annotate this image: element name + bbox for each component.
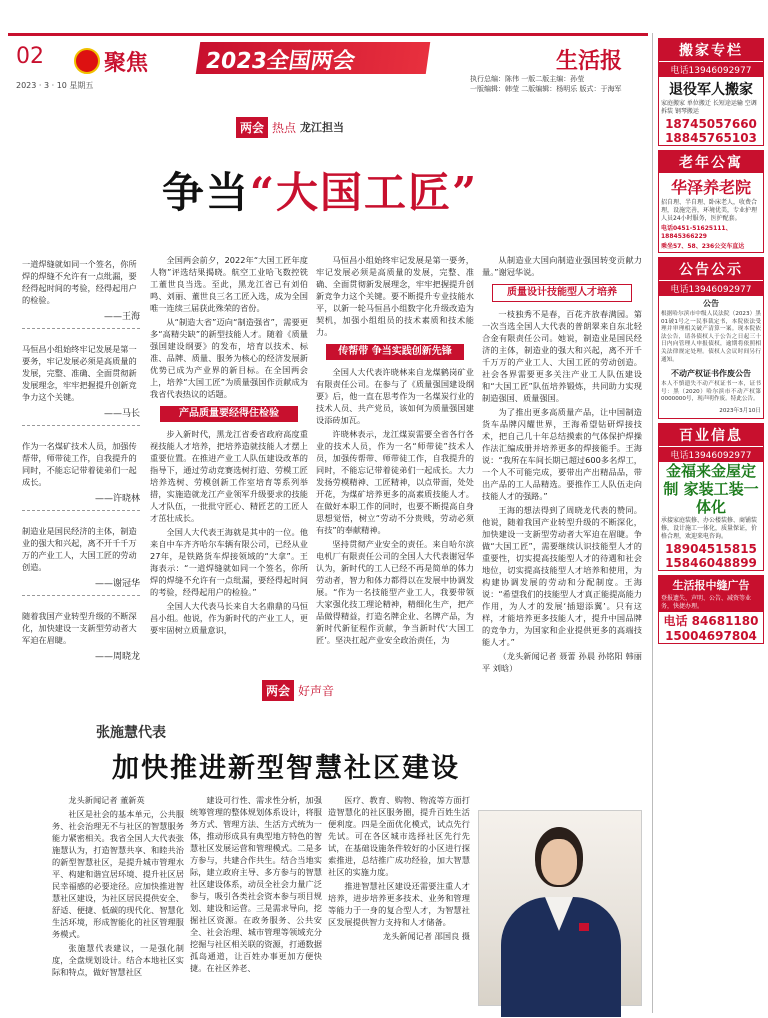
quote-item: 作为一名煤矿技术人员，加强传帮带，师带徒工作，自我提升的同时，不能忘记带着徒弟们一起成长。 ——许晓林 bbox=[22, 440, 140, 511]
quote-item: 制造业是国民经济的主体，制造业的强大和兴起，离不开千千万万的产业工人，大国工匠的劳动创造。 ——谢冠华 bbox=[22, 525, 140, 596]
headline-smart-community: 加快推进新型智慧社区建设 bbox=[112, 753, 460, 784]
section-tag bbox=[236, 114, 344, 140]
ad-notices: 公告公示 电话13946092977 公告 根据哈尔滨市中级人民法院（2023）黑01破1号之一民事裁定书，本院依法受理并审理相关破产清算一案。现本院依法公告，请各债权人于公告之日起三十日内向管理人申报债权，逾期将依照相关法律规定处理。债权人会议时间另行通知。 不动产权证书作废公告 本人不慎遗失不动产权证书一本，证书号：黑（2020）哈尔滨市不动产权第0000000号，现声明作废。特此公告。 2023年3月10日 bbox=[658, 257, 764, 419]
story2-column-2: 建设可行性、需求性分析，加强统筹管理的整体规划体系设计，将服务方式、管理方法、生活方式统为一体，推动形成具有典型地方特色的智慧社区发展运营和管理模式。二是多方参与，共建合作共生。结合当地实际，建立政府主导、多方参与的智慧社区建设体系，动员全社会力量广泛参与，吸引各类社会资本参与项目规划、建设和运营。三是需求导向，挖掘社区资源。在政务服务、公共安全、社会治理、城市管理等领域充分挖掘与社区相关联的资源，打通数据孤岛通道，让百姓办事更加方便快捷。在社区养老、 bbox=[190, 795, 322, 973]
section-tag-2: 两会 好声音 bbox=[262, 678, 334, 702]
story2-kicker: 张施慧代表 bbox=[96, 725, 166, 741]
ad-moving: 搬家专栏 电话13946092977 退役军人搬家 家庭搬家 单位搬迁 长短途运输 空调拆装 钢琴搬运 18745057660 18845765103 bbox=[658, 38, 764, 146]
newspaper-brand: 生活报 bbox=[556, 48, 623, 74]
classified-ads-column bbox=[658, 38, 764, 648]
column-divider bbox=[652, 33, 653, 1013]
story2-column-3: 医疗、教育、购物、物流等方面打造智慧化的社区服务圈，提升百姓生活便利度。四是全面优化模式，试点先行先试。可在各区城市选择社区先行先试，在基础设施条件较好的小区进行探索推进，总结推广成功经验，加大智慧社区的实施力度。 推进智慧社区建设还需要注重人才培养，进步培养更多技术、业务和管理等能力于一身的复合型人才，为智慧社区发展提供智力支持和人才储备。 龙头新闻记者 邵国良 摄 bbox=[328, 795, 470, 941]
tag-label: 热点 bbox=[272, 120, 297, 135]
quotes-column bbox=[22, 258, 140, 676]
subhead-mentoring: 传帮带 争当实践创新先锋 bbox=[326, 344, 464, 360]
story2-column-1: 龙头新闻记者 董新英 社区是社会的基本单元，公共服务、社会治理无不与社区的智慧服务能力紧密相关。我省全国人大代表张施慧认为，打造智慧共享、和睦共治的新型智慧社区，是提升城市管理水平、构建和谐宜居环境、提升社区居民幸福感的必要途径。应加快推进智慧社区建设，为社区居民提供安全、舒适、便捷、低碳的现代化、智慧化生活环境，形成智能化的社区管理服务模式。 张施慧代表建议，一是强化制度，全盘规划设计。结合本地社区实际和特点，做好智慧社区 bbox=[52, 795, 184, 977]
ad-business-info: 百业信息 电话13946092977 金福来金屋定制 家装工装一体化 承接家庭装修、办公楼装修、商铺装修，设计施工一体化，质量保证，价格合理，欢迎来电咨询。 18904515815 15846048899 bbox=[658, 423, 764, 571]
article-column-2: 马恒昌小组始终牢记发展是第一要务，牢记发展必须是高质量的发展，完整、准确、全面贯彻新发展理念，牢牢把握提升创新竞争力这个关键。要不断提升专业技能水平，以新一轮马恒昌小组数字化升级改造为契机，加强小组组员的技术素质和技术能力。 传帮带 争当实践创新先锋 全国人大代表许晓林来自龙煤鹤岗矿业有限责任公司。在参与了《质量强国建设纲要》后，他一直在思考作为一名煤炭行业的技术人员、共产党员，该如何为质量强国建设添砖加瓦。 许晓林表示，龙江煤炭需要全省各行各业的技术人员，作为一名“师带徒”技术人员，加强传帮带、师带徒工作，自我提升的同时，不能忘记带着徒弟们一起成长。大力发扬劳模精神、工匠精神，以点带面，处处开花，为煤矿培养更多的高素质技能人才。在做好本职工作的同时，也要不断提高自身思想觉悟，树立“劳动不分贵贱，劳动必须有技”的奉献精神。 坚持贯彻产业安全的责任。来自哈尔滨电机厂有限责任公司的全国人大代表谢冠华认为，新时代的工人已经不再是简单的体力劳动者，智力和体力都得以在发展中协调发展。“作为一名技能型产业工人，我要带领大家强化技工理论精神，精细化生产，把产品做得精益，打造名牌企业、名牌产品，为新时代新征程作贡献，争当新时代‘大国工匠’。坚决扛起产业安全政治责任，为 bbox=[316, 255, 474, 645]
two-sessions-banner: 2023全国两会 bbox=[196, 42, 430, 74]
quote-item: 一道焊缝就如同一个签名，你所焊的焊缝不允许有一点纰漏，要经得起时间的考验，经得起用户的检验。 ——王海 bbox=[22, 258, 140, 329]
quote-item: 马恒昌小组始终牢记发展是第一要务，牢记发展必须是高质量的发展，完整、准确、全面贯彻新发展理念，牢牢把握提升创新竞争力这个关键。 ——马长 bbox=[22, 343, 140, 426]
focus-label: 聚焦 bbox=[104, 51, 149, 76]
editors-credit: 执行总编：陈伟 一版二版主编：孙莹 一版编辑：韩莹 二版编辑：杨明乐 版式：于海军 bbox=[470, 75, 622, 93]
ad-bottom: 生活报中缝广告 登报遗失、声明、公告、减资等业务，快捷办理。 电话 84681180 15004697804 bbox=[658, 575, 764, 644]
headline-craftsman: 争当“大国工匠” bbox=[161, 168, 479, 217]
quote-item: 随着我国产业转型升级的不断深化，加快建设一支新型劳动者大军迫在眉睫。 ——周晓龙 bbox=[22, 611, 140, 662]
article-column-3: 从制造业大国向制造业强国转变贡献力量。”谢冠华说。 质量设计技能型人才培养 一枝独秀不是春，百花齐放春满园。第一次当选全国人大代表的普朗翠来自东北轻合金有限责任公司。她说，制造业是国民经济的主体，制造业的强大和兴起，离不开千千万万的产业工人、大国工匠的劳动创造。社会各界需要更多关注产业工人队伍建设和“大国工匠”队伍培养锻炼，共同助力实现制造强国、质量强国。 为了推出更多高质量产品，让中国制造货车品牌闪耀世界，王海希望钻研焊接技术，把自己几十年总结摸索的气体保护焊操作法汇编成册并培养更多的焊接能手。王海说：“我所在车间长期已超过600多名焊工，一个人不可能完成，要带出产出精品品，带出产品的工人品精选。要推作工人队伍走向技能人才的强路。” 王海的想法得到了周晓龙代表的赞同。他说，随着我国产业转型升级的不断深化，加快建设一支新型劳动者大军迫在眉睫。争做“大国工匠”，需要继续认识技能型人才的重要性，切实提高技能型人才的待遇和社会地位，切实提高技能型人才培养和使用，为构建协调发展的劳动和分配制度。王海说：“希望我们的技能型人才真正能提高能力作用，为人才的发展‘插翅添翼’。只有这样，才能培养更多技能人才，提升中国品牌的竞争力，为国家和企业提供更多的高端技能人才。” （龙头新闻记者 聂蕾 孙晨 孙铭阳 韩丽平 刘晗） bbox=[482, 255, 642, 673]
page-number: 02 bbox=[16, 44, 44, 69]
article-column-1: 全国两会前夕，2022年“大国工匠年度人物”评选结果揭晓。航空工业哈飞数控铣工董世良当选。至此，黑龙江省已有刘伯鸣、刘丽、董世良三名工匠入选，成为全国唯一连续三届获此殊荣的省份。 从“制造大省”迈向“制造强省”，需要更多“高精尖缺”的新型技能人才。随着《质量强国建设纲要》的发布，培育以技术、标准、品牌、质量、服务为核心的经济发展新优势已成为产业界的新目标。在全国两会上，培养“大国工匠”为质量强国作贡献成为我省代表热议的话题。 产品质量要经得住检验 步入新时代，黑龙江省委省政府高度重视技能人才培养，把培养造就技能人才摆上重要位置。在推进产业工人队伍建设改革的指导下，通过劳动竞赛选树打造、劳模工匠培养选树、劳模创新工作室培育等系列举措，实施造就龙江产业领军升级要求的技能人才队伍，一批批守匠心、精匠艺的工匠人才茁壮成长。 全国人大代表王海就是其中的一位。他来自中车齐齐哈尔车辆有限公司，已经从业27年，是铁路货车焊接领域的“大拿”。王海表示：“一道焊缝就如同一个签名，你所焊的焊缝不允许有一点纰漏，要经得起时间的考验，经得起用户的检验。” 全国人大代表马长来自大名鼎鼎的马恒昌小组。他说，作为新时代的产业工人，更要牢固树立质量意识， bbox=[150, 255, 308, 635]
ad-elderly: 老年公寓 华泽养老院 招自理、半自理、卧床老人，收费合理，设施完善，环境优美，专业护理人员24小时服务，医护配套。 电话0451-51625111、18845366229 乘坐57、58、236公交车直达 bbox=[658, 150, 764, 253]
dateline: 2023 · 3 · 10 星期五 bbox=[16, 81, 94, 90]
subhead-quality: 产品质量要经得住检验 bbox=[160, 406, 298, 422]
tag-sub: 龙江担当 bbox=[300, 121, 345, 134]
tag-box: 两会 bbox=[236, 117, 268, 138]
national-emblem-icon bbox=[74, 48, 100, 74]
masthead bbox=[8, 33, 648, 93]
delegate-portrait-photo bbox=[478, 810, 642, 1006]
subhead-talent: 质量设计技能型人才培养 bbox=[492, 284, 632, 302]
